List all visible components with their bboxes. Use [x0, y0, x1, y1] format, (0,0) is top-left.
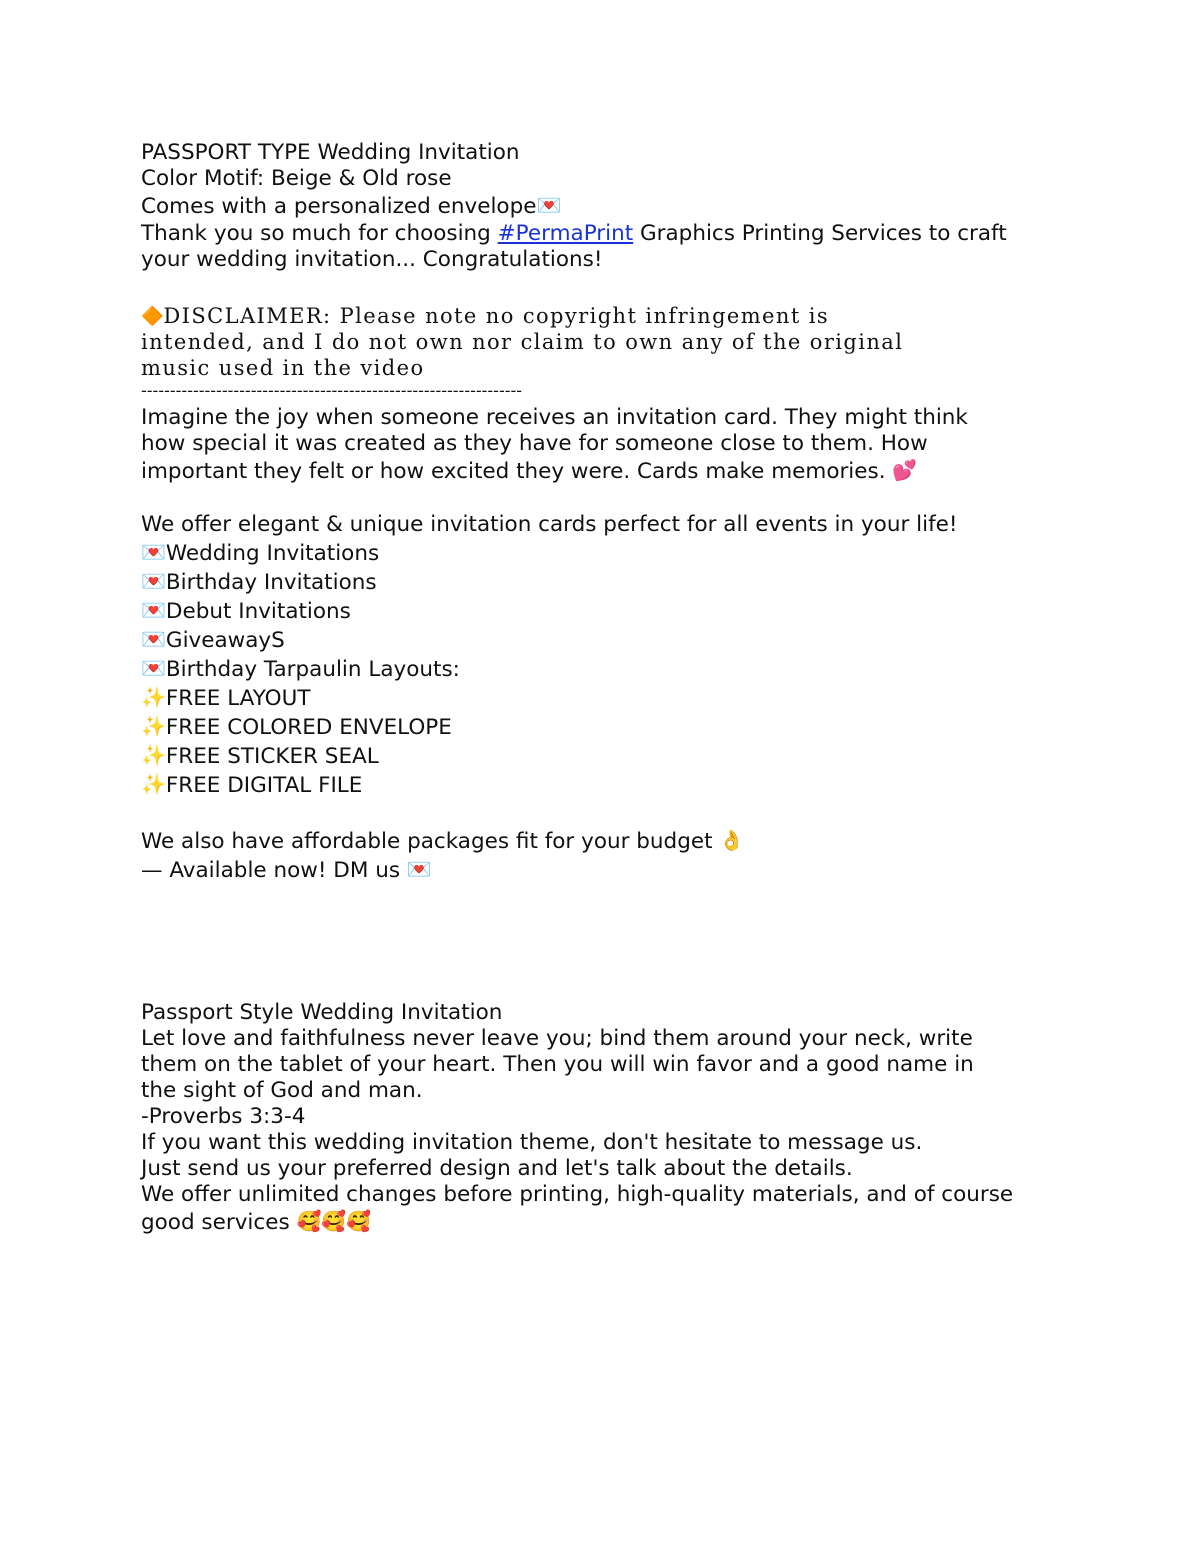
thanks-line	[141, 221, 1071, 247]
love-letter-icon: 💌	[141, 569, 166, 593]
offer-line: We offer elegant & unique invitation cards perfect for all events in your life!	[141, 512, 958, 537]
section2-title: Passport Style Wedding Invitation	[141, 1000, 503, 1025]
offer-item-label: Birthday Invitations	[165, 570, 377, 595]
freebie-item	[141, 684, 1071, 713]
love-letter-icon: 💌	[141, 627, 166, 651]
freebie-item	[141, 771, 1071, 800]
freebie-item-label: FREE DIGITAL FILE	[165, 773, 363, 798]
smiling-face-with-hearts-icon: 🥰	[346, 1209, 372, 1233]
disclaimer-text-1: DISCLAIMER: Please note no copyright infringement is	[163, 304, 830, 328]
sparkles-icon: ✨	[141, 743, 166, 767]
spacer	[141, 486, 1071, 510]
verse-reference: -Proverbs 3:3-4	[141, 1104, 306, 1129]
verse-line-2: them on the tablet of your heart. Then you will win favor and a good name in	[141, 1052, 974, 1077]
thanks-prefix: Thank you so much for choosing	[141, 221, 498, 246]
hashtag-link[interactable]: #PermaPrint	[497, 221, 634, 246]
message-line-3: We offer unlimited changes before printing, high-quality materials, and of course	[141, 1182, 1014, 1207]
offer-item	[141, 568, 1071, 597]
offer-item-label: Birthday Tarpaulin Layouts:	[165, 657, 460, 682]
offer-item-label: Debut Invitations	[165, 599, 351, 624]
love-letter-icon: 💌	[141, 656, 166, 680]
offer-item	[141, 539, 1071, 568]
love-letter-icon: 💌	[141, 598, 166, 622]
spacer	[141, 273, 1071, 303]
message-line-1: If you want this wedding invitation theme, don't hesitate to message us.	[141, 1130, 923, 1155]
sparkles-icon: ✨	[141, 714, 166, 738]
available-text: — Available now! DM us	[141, 858, 407, 883]
spacer	[141, 800, 1071, 827]
spacer	[141, 885, 1071, 1000]
disclaimer-line-2: intended, and I do not own nor claim to own any of the original	[141, 330, 904, 354]
offer-item	[141, 626, 1071, 655]
imagine-line-1: Imagine the joy when someone receives an invitation card. They might think	[141, 405, 968, 430]
ok-hand-icon: 👌	[719, 828, 745, 852]
disclaimer-line-1	[141, 303, 1071, 329]
offer-item-label: Wedding Invitations	[165, 541, 380, 566]
imagine-text-3: important they felt or how excited they were. Cards make memories.	[141, 459, 893, 484]
two-hearts-icon: 💕	[892, 458, 918, 482]
freebie-item	[141, 713, 1071, 742]
imagine-line-3	[141, 457, 1071, 486]
orange-diamond-icon: 🔶	[141, 306, 164, 327]
freebie-item-label: FREE LAYOUT	[165, 686, 311, 711]
offer-item	[141, 597, 1071, 626]
freebie-item	[141, 742, 1071, 771]
smiling-face-with-hearts-icon: 🥰	[321, 1209, 347, 1233]
sparkles-icon: ✨	[141, 685, 166, 709]
packages-text: We also have affordable packages fit for your budget	[141, 829, 720, 854]
imagine-line-2: how special it was created as they have for someone close to them. How	[141, 431, 928, 456]
freebie-item-label: FREE COLORED ENVELOPE	[165, 715, 452, 740]
love-letter-icon: 💌	[406, 857, 432, 881]
title-line: PASSPORT TYPE Wedding Invitation	[141, 140, 520, 165]
thanks-suffix: Graphics Printing Services to craft	[633, 221, 1007, 246]
offer-item	[141, 655, 1071, 684]
available-line	[141, 856, 1071, 885]
sparkles-icon: ✨	[141, 772, 166, 796]
love-letter-icon: 💌	[536, 193, 562, 217]
message-text-4: good services	[141, 1210, 297, 1235]
love-letter-icon: 💌	[141, 540, 166, 564]
offer-item-label: GiveawayS	[165, 628, 285, 653]
verse-line-1: Let love and faithfulness never leave you; bind them around your neck, write	[141, 1026, 973, 1051]
envelope-line	[141, 192, 1071, 221]
disclaimer-line-3: music used in the video	[141, 356, 425, 380]
verse-line-3: the sight of God and man.	[141, 1078, 423, 1103]
message-line-4	[141, 1208, 1071, 1237]
document-content	[141, 140, 1071, 1237]
smiling-face-with-hearts-icon: 🥰	[296, 1209, 322, 1233]
freebie-item-label: FREE STICKER SEAL	[165, 744, 379, 769]
envelope-line-text: Comes with a personalized envelope	[141, 194, 537, 219]
thanks-line-2: your wedding invitation... Congratulations!	[141, 247, 603, 272]
color-motif-line: Color Motif: Beige & Old rose	[141, 166, 452, 191]
message-line-2: Just send us your preferred design and let's talk about the details.	[141, 1156, 853, 1181]
packages-line	[141, 827, 1071, 856]
divider-line: ------------------------------------------------------------------	[141, 381, 523, 400]
